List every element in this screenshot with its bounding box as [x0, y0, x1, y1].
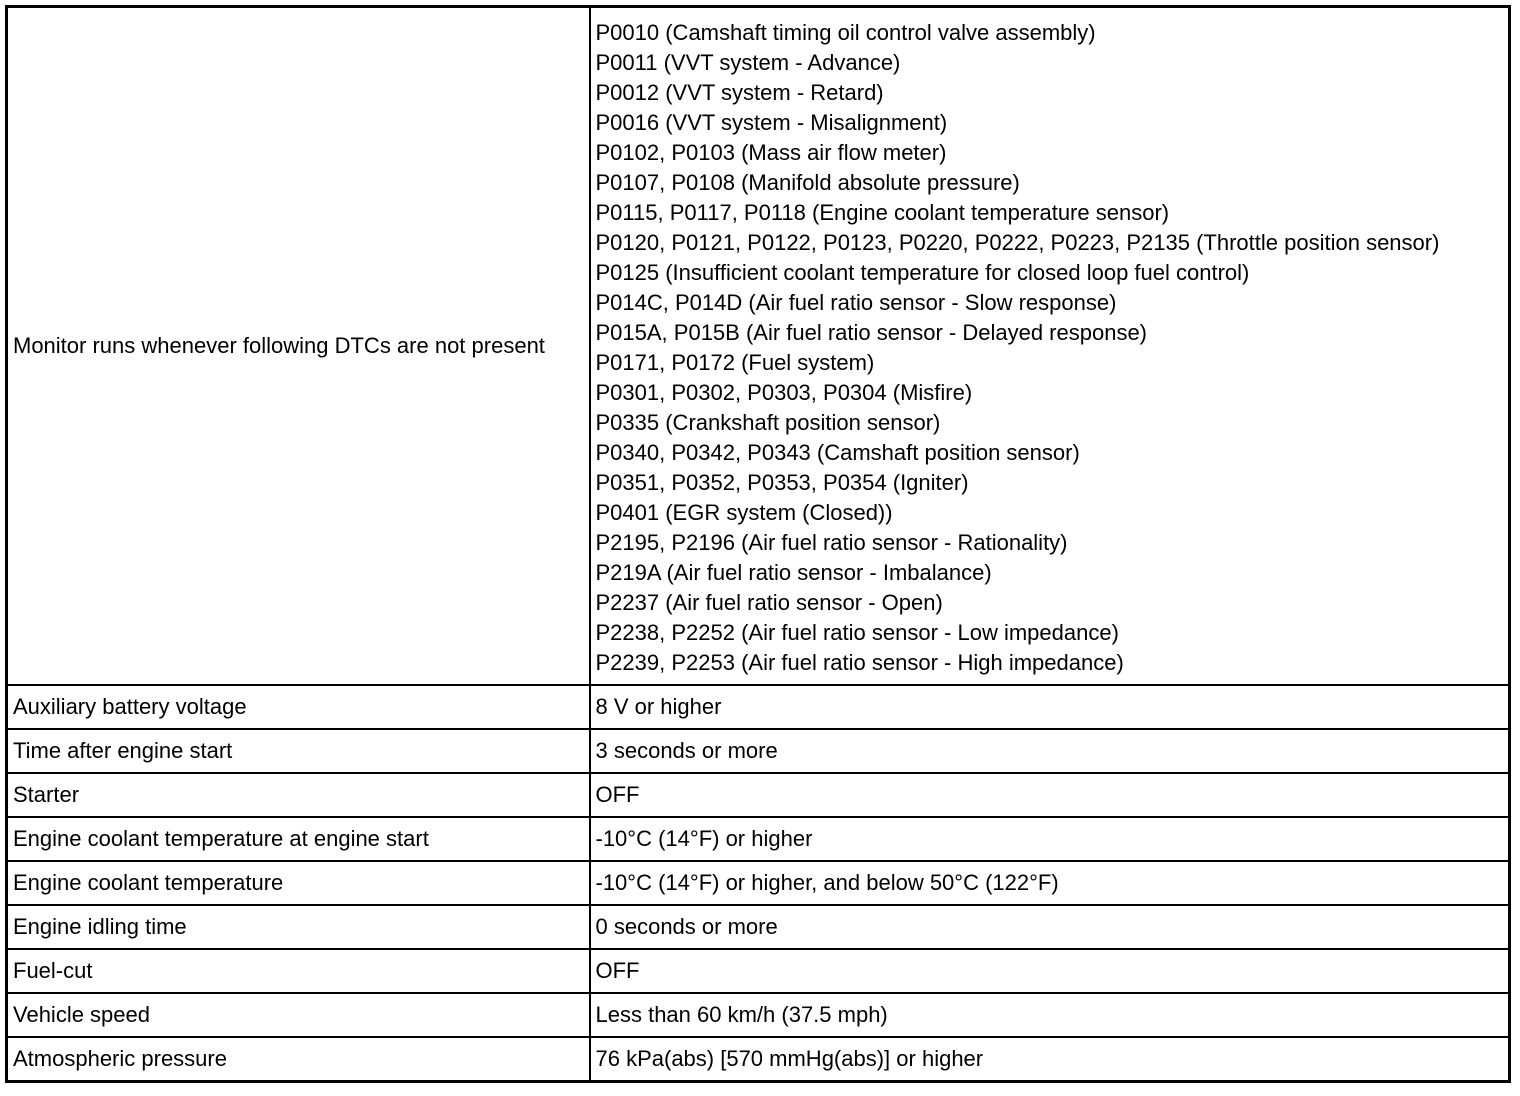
- dtc-item: P0107, P0108 (Manifold absolute pressure): [595, 170, 1020, 195]
- condition-label: Engine idling time: [7, 905, 590, 949]
- condition-value: Less than 60 km/h (37.5 mph): [590, 993, 1510, 1037]
- table-row: [7, 685, 1510, 729]
- table-row: [7, 949, 1510, 993]
- table-row: [7, 1037, 1510, 1082]
- condition-value: -10°C (14°F) or higher, and below 50°C (122°F): [590, 861, 1510, 905]
- condition-label: Time after engine start: [7, 729, 590, 773]
- dtc-item: P2238, P2252 (Air fuel ratio sensor - Low impedance): [595, 620, 1119, 645]
- dtc-item: P0351, P0352, P0353, P0354 (Igniter): [595, 470, 969, 495]
- dtc-item: P015A, P015B (Air fuel ratio sensor - Delayed response): [595, 320, 1148, 345]
- condition-value: 3 seconds or more: [590, 729, 1510, 773]
- dtc-item: P0115, P0117, P0118 (Engine coolant temperature sensor): [595, 200, 1170, 225]
- condition-label: Auxiliary battery voltage: [7, 685, 590, 729]
- dtc-item: P2237 (Air fuel ratio sensor - Open): [595, 590, 943, 615]
- dtc-list: [596, 18, 1504, 678]
- condition-value: OFF: [590, 949, 1510, 993]
- condition-label: Atmospheric pressure: [7, 1037, 590, 1082]
- condition-value: -10°C (14°F) or higher: [590, 817, 1510, 861]
- table-row: [7, 861, 1510, 905]
- dtc-item: P2239, P2253 (Air fuel ratio sensor - High impedance): [595, 650, 1124, 675]
- dtc-list-cell: [590, 7, 1510, 686]
- condition-label: Engine coolant temperature at engine start: [7, 817, 590, 861]
- dtc-item: P0016 (VVT system - Misalignment): [595, 110, 948, 135]
- dtc-item: P0102, P0103 (Mass air flow meter): [595, 140, 947, 165]
- dtc-item: P0301, P0302, P0303, P0304 (Misfire): [595, 380, 973, 405]
- condition-label: Vehicle speed: [7, 993, 590, 1037]
- table-row: [7, 905, 1510, 949]
- table-row: [7, 773, 1510, 817]
- condition-value: OFF: [590, 773, 1510, 817]
- conditions-table: [5, 5, 1511, 1083]
- dtc-item: P0171, P0172 (Fuel system): [595, 350, 875, 375]
- dtc-item: P0120, P0121, P0122, P0123, P0220, P0222, P0223, P2135 (Throttle position sensor): [595, 230, 1440, 255]
- table-row: [7, 729, 1510, 773]
- table-row: [7, 7, 1510, 686]
- dtc-item: P0401 (EGR system (Closed)): [595, 500, 893, 525]
- condition-label: Monitor runs whenever following DTCs are not present: [7, 7, 590, 686]
- condition-value: 8 V or higher: [590, 685, 1510, 729]
- table-row: [7, 993, 1510, 1037]
- condition-value: 0 seconds or more: [590, 905, 1510, 949]
- dtc-item: P0125 (Insufficient coolant temperature for closed loop fuel control): [595, 260, 1250, 285]
- dtc-item: P0340, P0342, P0343 (Camshaft position sensor): [595, 440, 1080, 465]
- condition-value: 76 kPa(abs) [570 mmHg(abs)] or higher: [590, 1037, 1510, 1082]
- condition-label: Engine coolant temperature: [7, 861, 590, 905]
- dtc-item: P014C, P014D (Air fuel ratio sensor - Slow response): [595, 290, 1117, 315]
- condition-label: Starter: [7, 773, 590, 817]
- dtc-item: P0012 (VVT system - Retard): [595, 80, 884, 105]
- dtc-item: P219A (Air fuel ratio sensor - Imbalance): [595, 560, 992, 585]
- dtc-item: P2195, P2196 (Air fuel ratio sensor - Rationality): [595, 530, 1068, 555]
- dtc-item: P0010 (Camshaft timing oil control valve assembly): [595, 20, 1096, 45]
- dtc-item: P0335 (Crankshaft position sensor): [595, 410, 941, 435]
- dtc-item: P0011 (VVT system - Advance): [595, 50, 901, 75]
- condition-label: Fuel-cut: [7, 949, 590, 993]
- table-row: [7, 817, 1510, 861]
